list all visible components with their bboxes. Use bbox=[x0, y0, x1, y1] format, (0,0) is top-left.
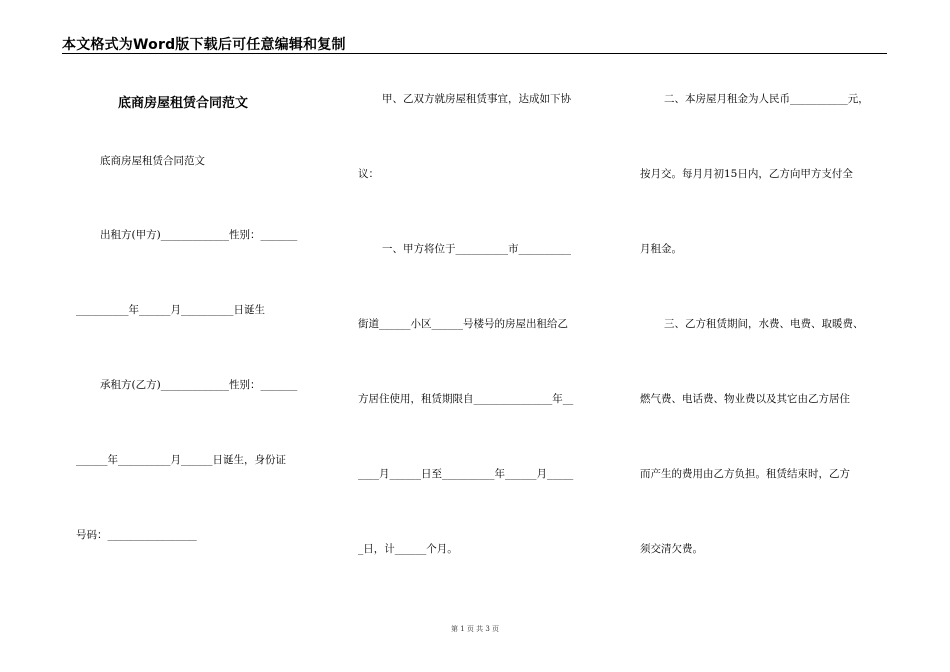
col1-line-5: ______年__________月______日诞生，身份证 bbox=[76, 454, 286, 466]
col2-line-5: 方居住使用，租赁期限自_______________年__ bbox=[358, 393, 574, 405]
document-title: 底商房屋租赁合同范文 bbox=[118, 96, 249, 111]
header-notice: 本文格式为Word版下载后可任意编辑和复制 bbox=[62, 37, 346, 53]
header-divider bbox=[62, 53, 887, 54]
col2-line-4: 街道______小区______号楼号的房屋出租给乙 bbox=[358, 318, 568, 330]
col2-line-7: _日，计______个月。 bbox=[358, 543, 458, 555]
col2-line-6: ____月______日至__________年______月_____ bbox=[358, 468, 574, 480]
col3-line-1: 二、本房屋月租金为人民币___________元， bbox=[664, 93, 869, 105]
col3-line-4: 三、乙方租赁期间，水费、电费、取暖费、 bbox=[664, 318, 864, 330]
col1-line-4: 承租方(乙方)_____________性别：_______ bbox=[100, 379, 298, 391]
col3-line-3: 月租金。 bbox=[640, 243, 682, 255]
col2-line-3: 一、甲方将位于__________市__________ bbox=[382, 243, 571, 255]
col2-line-1: 甲、乙双方就房屋租赁事宜，达成如下协 bbox=[382, 93, 571, 105]
col1-line-6: 号码：_________________ bbox=[76, 529, 197, 541]
col3-line-7: 须交清欠费。 bbox=[640, 543, 703, 555]
page-number: 第 1 页 共 3 页 bbox=[450, 625, 500, 633]
col1-line-2: 出租方(甲方)_____________性别：_______ bbox=[100, 229, 298, 241]
col1-line-1: 底商房屋租赁合同范文 bbox=[100, 155, 205, 167]
col2-line-2: 议： bbox=[358, 168, 379, 180]
col1-line-3: __________年______月__________日诞生 bbox=[76, 304, 265, 316]
col3-line-6: 而产生的费用由乙方负担。租赁结束时，乙方 bbox=[640, 468, 850, 480]
col3-line-5: 燃气费、电话费、物业费以及其它由乙方居住 bbox=[640, 393, 850, 405]
col3-line-2: 按月交。每月月初15日内，乙方向甲方支付全 bbox=[640, 168, 853, 180]
